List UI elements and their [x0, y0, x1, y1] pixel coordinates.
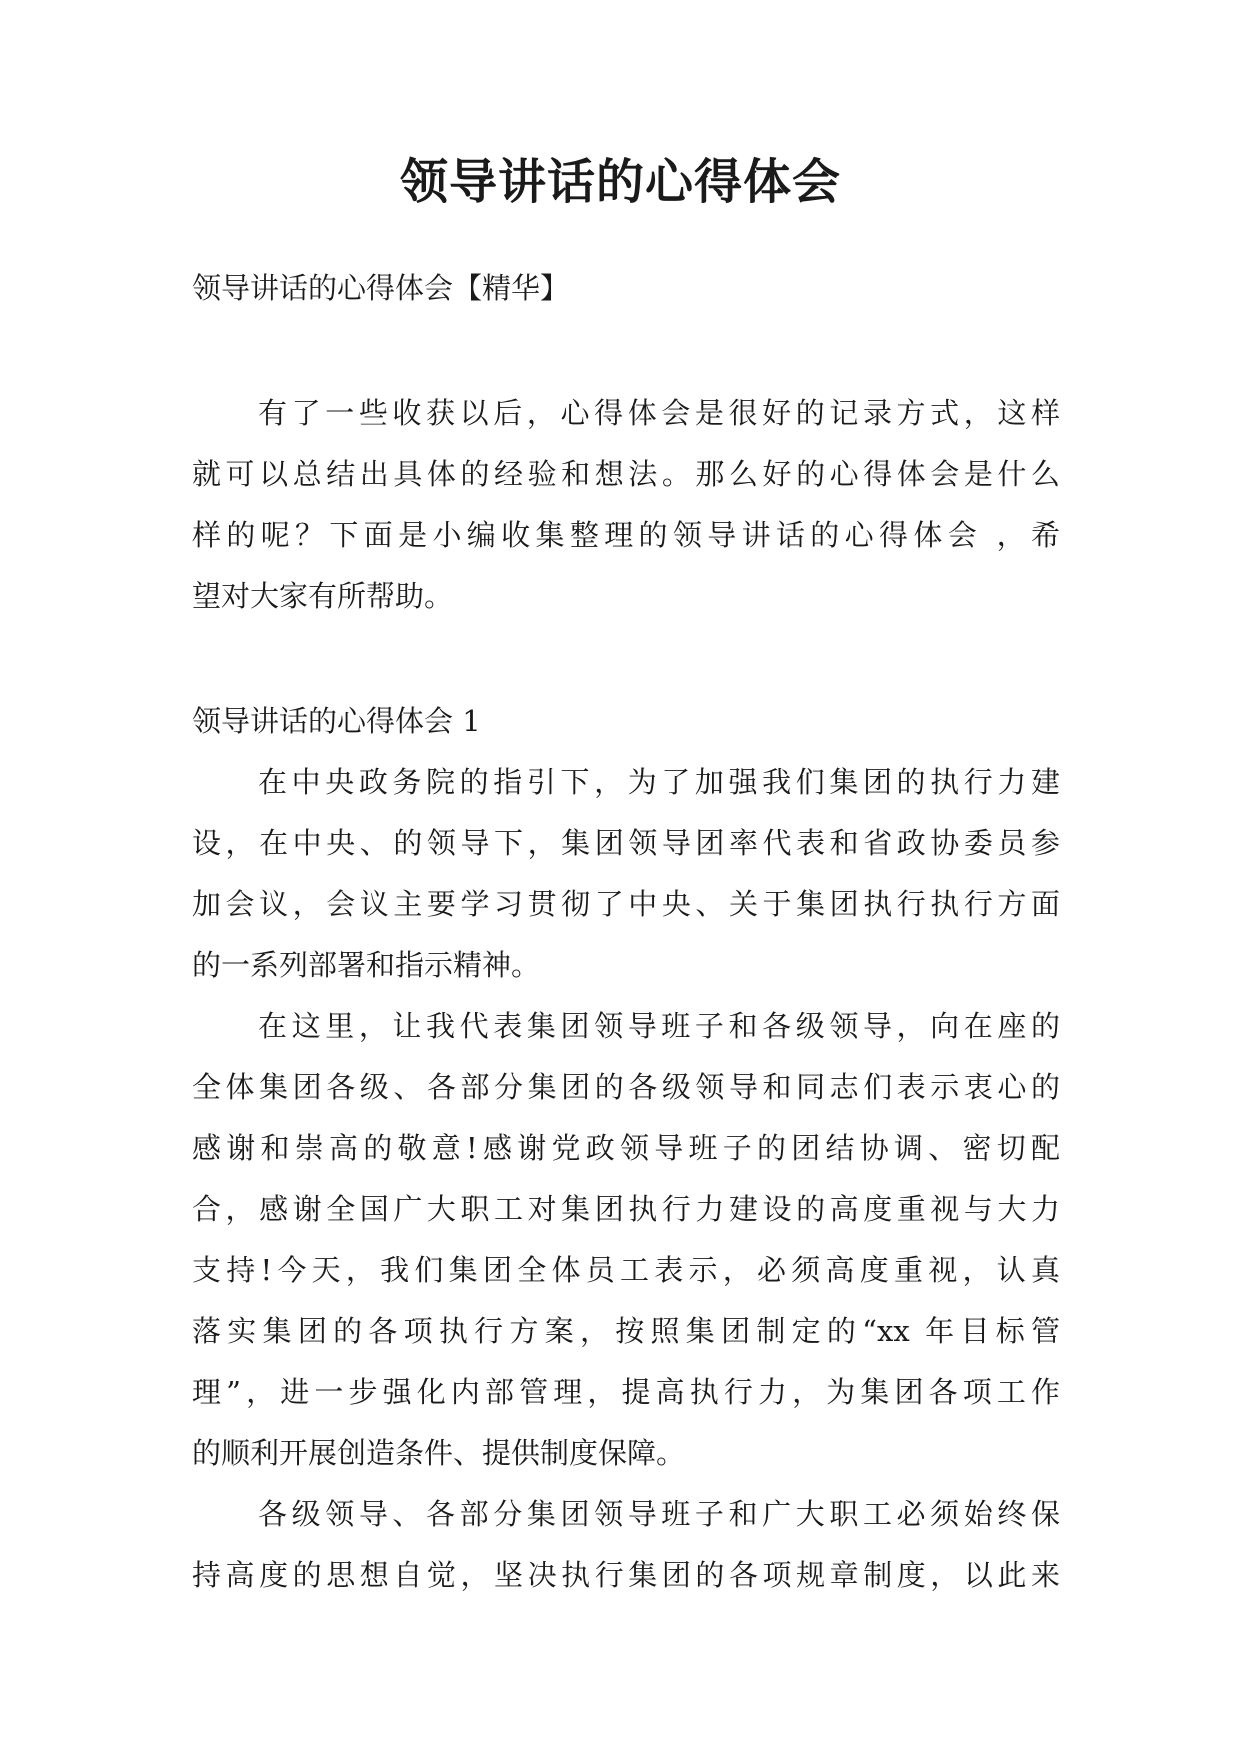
document-body — [192, 258, 1060, 1606]
body-paragraph — [192, 1484, 1060, 1606]
paragraph-line: 的顺利开展创造条件、提供制度保障。 — [192, 1436, 686, 1470]
document-subtitle: 领导讲话的心得体会【精华】 — [192, 271, 570, 305]
document-title: 领导讲话的心得体会 — [399, 154, 841, 210]
paragraph-line: 合，感谢全国广大职工对集团执行力建设的高度重视与大力 — [192, 1192, 1060, 1226]
paragraph-line: 支持!今天，我们集团全体员工表示，必须高度重视，认真 — [192, 1253, 1060, 1287]
paragraph-line: 就可以总结出具体的经验和想法。那么好的心得体会是什么 — [192, 457, 1060, 491]
paragraph-line: 有了一些收获以后，心得体会是很好的记录方式，这样 — [258, 396, 1060, 430]
paragraph-line: 望对大家有所帮助。 — [192, 579, 454, 613]
intro-paragraph — [192, 383, 1060, 627]
spacer — [192, 319, 1060, 383]
section-heading: 领导讲话的心得体会 1 — [192, 704, 481, 738]
paragraph-line: 在中央政务院的指引下，为了加强我们集团的执行力建 — [258, 765, 1060, 799]
paragraph-line: 在这里，让我代表集团领导班子和各级领导，向在座的 — [258, 1009, 1060, 1043]
paragraph-line: 感谢和崇高的敬意!感谢党政领导班子的团结协调、密切配 — [192, 1131, 1060, 1165]
paragraph-line: 全体集团各级、各部分集团的各级领导和同志们表示衷心的 — [192, 1070, 1060, 1104]
paragraph-line: 理”，进一步强化内部管理，提高执行力，为集团各项工作 — [192, 1375, 1060, 1409]
paragraph-line: 持高度的思想自觉，坚决执行集团的各项规章制度，以此来 — [192, 1558, 1060, 1592]
paragraph-line: 各级领导、各部分集团领导班子和广大职工必须始终保 — [258, 1497, 1060, 1531]
paragraph-line: 设，在中央、的领导下，集团领导团率代表和省政协委员参 — [192, 826, 1060, 860]
paragraph-line: 样的呢？下面是小编收集整理的领导讲话的心得体会 ，希 — [192, 518, 1060, 552]
paragraph-line: 落实集团的各项执行方案，按照集团制定的“xx 年目标管 — [192, 1314, 1060, 1348]
body-paragraph — [192, 996, 1060, 1484]
body-paragraph — [192, 752, 1060, 996]
paragraph-line: 加会议，会议主要学习贯彻了中央、关于集团执行执行方面 — [192, 887, 1060, 921]
spacer — [192, 627, 1060, 691]
paragraph-line: 的一系列部署和指示精神。 — [192, 948, 541, 982]
